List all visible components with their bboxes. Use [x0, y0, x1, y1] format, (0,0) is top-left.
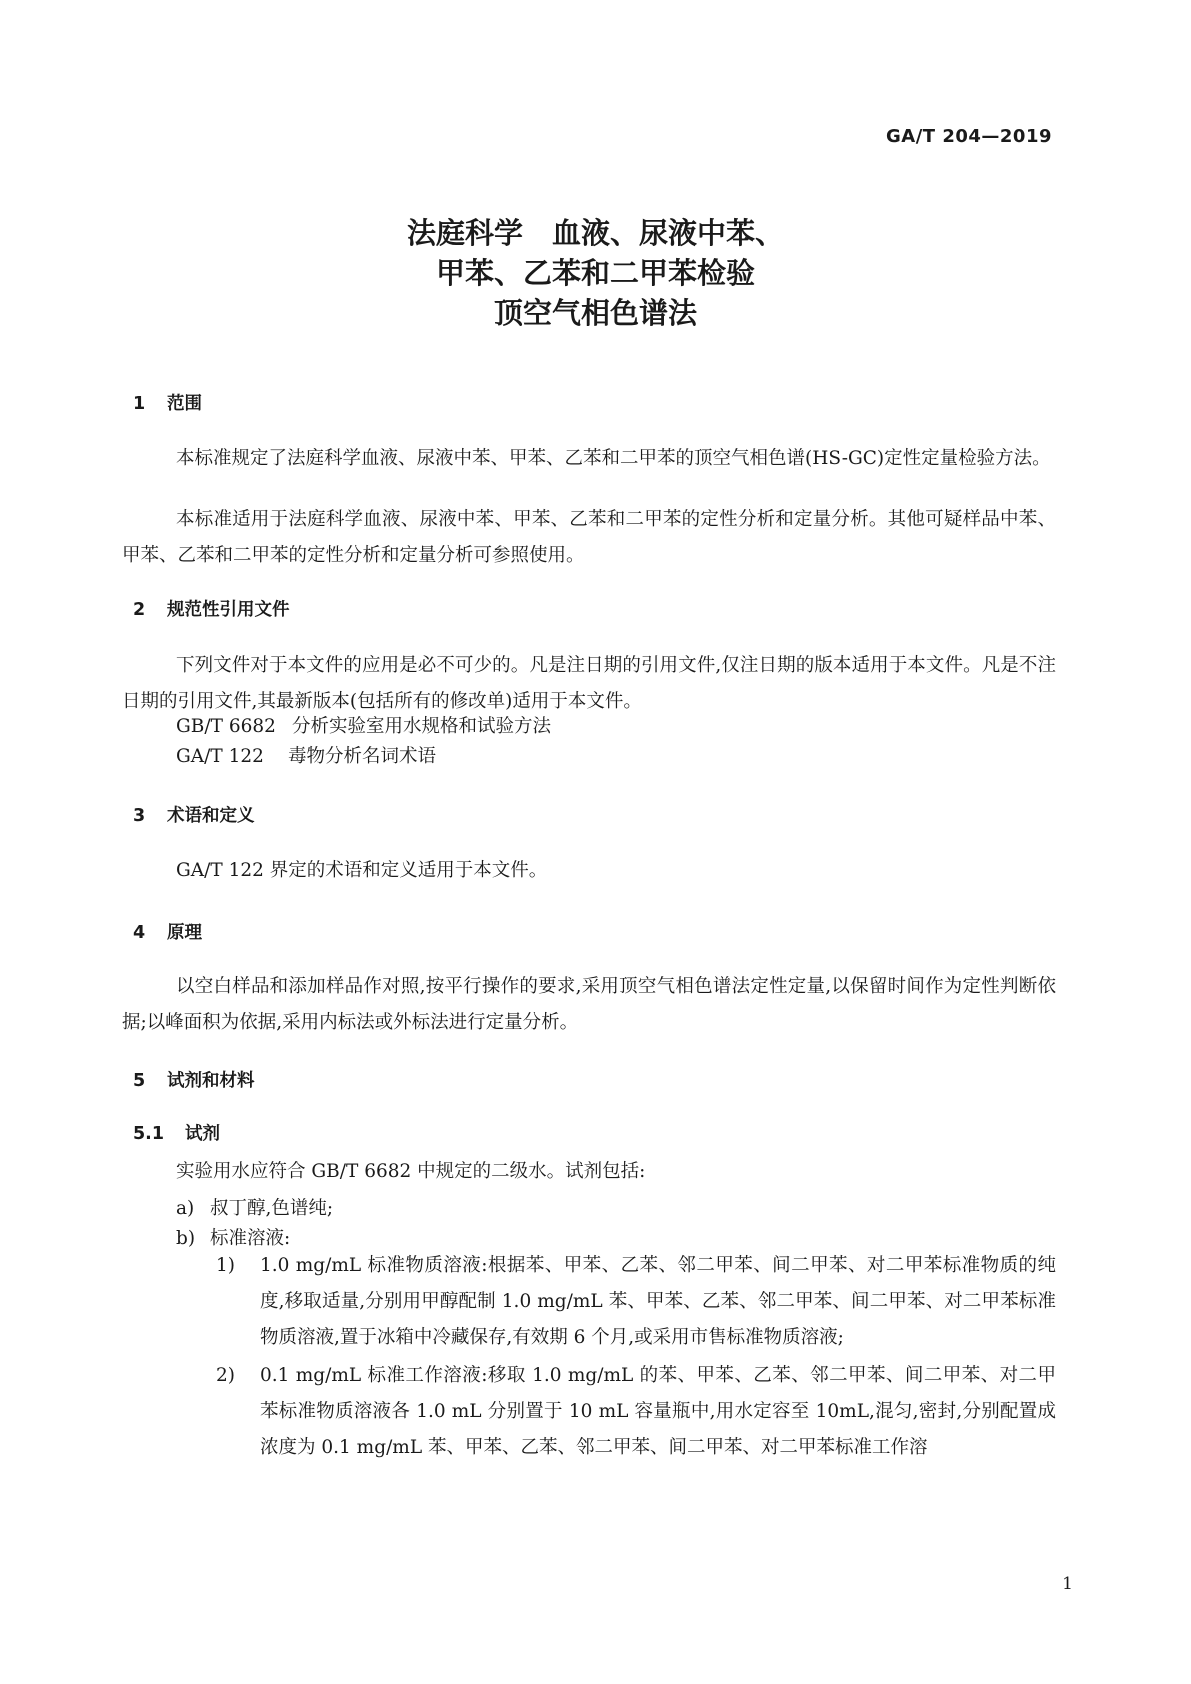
doc-number: GA/T 204—2019	[886, 126, 1052, 147]
sub-item-1	[216, 1248, 1056, 1356]
list-text: 叔丁醇,色谱纯;	[210, 1198, 334, 1219]
paragraph-principle: 以空白样品和添加样品作对照,按平行操作的要求,采用顶空气相色谱法定性定量,以保留时间作为定性判断依据;以峰面积为依据,采用内标法或外标法进行定量分析。	[122, 976, 1056, 1033]
section-heading-5	[133, 1067, 255, 1092]
section-heading-2	[133, 596, 290, 621]
sub-text: 1.0 mg/mL 标准物质溶液:根据苯、甲苯、乙苯、邻二甲苯、间二甲苯、对二甲苯标准物质的纯度,移取适量,分别用甲醇配制 1.0 mg/mL 苯、甲苯、乙苯、邻二甲苯、间二甲苯、对二甲苯标准物质溶液,置于冰箱中冷藏保存,有效期 6 个月,或采用市售标准物质溶液;	[260, 1255, 1056, 1348]
section-number: 1	[133, 394, 146, 414]
section-heading-3	[133, 802, 255, 827]
section-number: 3	[133, 806, 146, 826]
list-label: b)	[176, 1228, 196, 1249]
sub-item-2	[216, 1358, 1056, 1466]
paragraph-normative-refs: 下列文件对于本文件的应用是必不可少的。凡是注日期的引用文件,仅注日期的版本适用于本文件。凡是不注日期的引用文件,其最新版本(包括所有的修改单)适用于本文件。	[122, 655, 1056, 712]
reference-item	[176, 742, 436, 768]
document-title	[0, 213, 1191, 333]
section-title: 规范性引用文件	[167, 600, 290, 620]
section-heading-1	[133, 390, 202, 415]
reference-code: GA/T 122	[176, 746, 264, 767]
list-item-a	[176, 1194, 333, 1220]
section-heading-5-1	[133, 1120, 220, 1145]
sub-label: 2)	[216, 1365, 235, 1386]
list-label: a)	[176, 1198, 195, 1219]
section-number: 5	[133, 1071, 146, 1091]
reference-title: 毒物分析名词术语	[288, 746, 437, 767]
section-title: 原理	[167, 923, 202, 943]
section-title: 试剂和材料	[167, 1071, 255, 1091]
paragraph-terms: GA/T 122 界定的术语和定义适用于本文件。	[176, 860, 548, 881]
paragraph-scope-2: 本标准适用于法庭科学血液、尿液中苯、甲苯、乙苯和二甲苯的定性分析和定量分析。其他可疑样品中苯、甲苯、乙苯和二甲苯的定性分析和定量分析可参照使用。	[122, 509, 1056, 566]
title-line-2: 甲苯、乙苯和二甲苯检验	[435, 256, 755, 290]
title-line-3: 顶空气相色谱法	[493, 296, 697, 330]
section-title: 试剂	[185, 1124, 220, 1144]
reference-code: GB/T 6682	[176, 716, 276, 737]
paragraph-reagents: 实验用水应符合 GB/T 6682 中规定的二级水。试剂包括:	[176, 1161, 646, 1182]
section-heading-4	[133, 919, 202, 944]
paragraph-scope-1: 本标准规定了法庭科学血液、尿液中苯、甲苯、乙苯和二甲苯的顶空气相色谱(HS-GC)定性定量检验方法。	[176, 448, 1051, 469]
reference-title: 分析实验室用水规格和试验方法	[292, 716, 552, 737]
sub-label: 1)	[216, 1255, 235, 1276]
section-number: 2	[133, 600, 146, 620]
section-number: 4	[133, 923, 146, 943]
section-number: 5.1	[133, 1124, 165, 1144]
list-item-b	[176, 1224, 290, 1250]
section-title: 范围	[167, 394, 202, 414]
sub-text: 0.1 mg/mL 标准工作溶液:移取 1.0 mg/mL 的苯、甲苯、乙苯、邻二甲苯、间二甲苯、对二甲苯标准物质溶液各 1.0 mL 分别置于 10 mL 容量瓶中,用水定容至 10mL,混匀,密封,分别配置成浓度为 0.1 mg/mL 苯、甲苯、乙苯、邻二甲苯、间二甲苯、对二甲苯标准工作溶	[260, 1365, 1056, 1458]
reference-item	[176, 712, 551, 738]
page-number: 1	[1062, 1574, 1073, 1594]
title-line-1: 法庭科学 血液、尿液中苯、	[406, 216, 784, 250]
list-text: 标准溶液:	[210, 1228, 291, 1249]
section-title: 术语和定义	[167, 806, 255, 826]
